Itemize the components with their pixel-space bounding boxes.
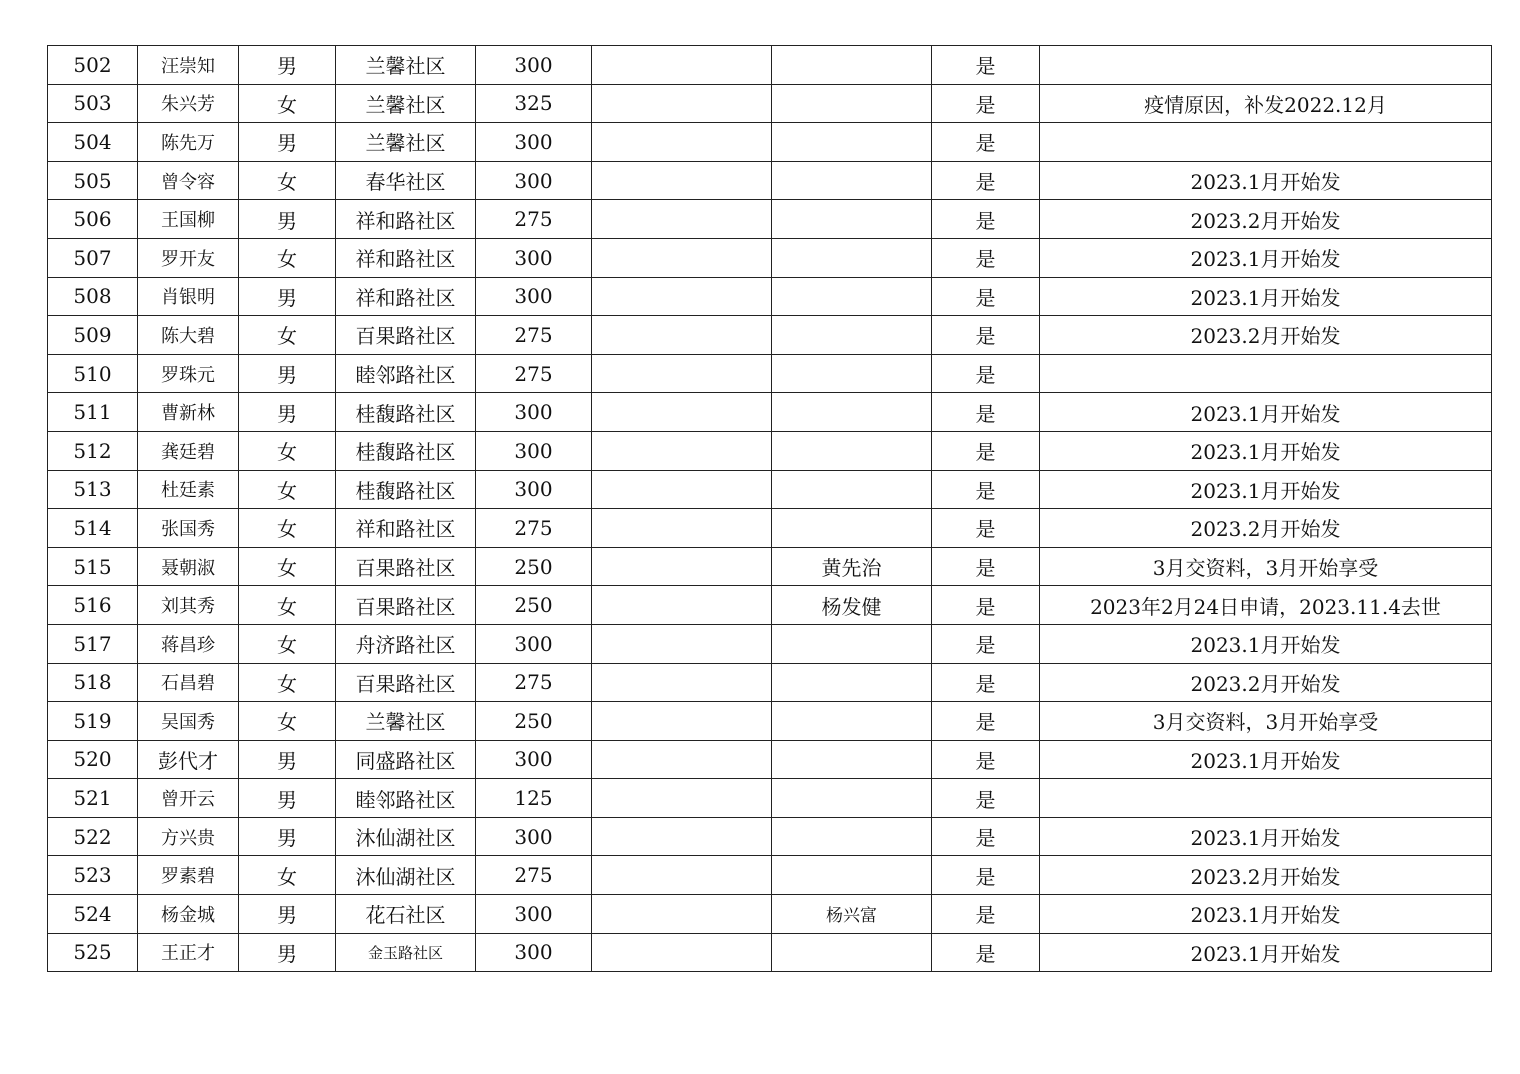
name-cell: 汪崇知 [138, 46, 239, 85]
name-cell: 石昌碧 [138, 663, 239, 702]
subsidy-table-sheet [47, 45, 1491, 972]
agent-cell [772, 470, 932, 509]
gender-cell: 女 [239, 702, 336, 741]
amount-cell: 275 [476, 316, 592, 355]
row-number-cell: 503 [48, 84, 138, 123]
name-cell: 龚廷碧 [138, 431, 239, 470]
amount-cell: 300 [476, 123, 592, 162]
row-number-cell: 524 [48, 895, 138, 934]
flag-cell: 是 [932, 702, 1040, 741]
flag-cell: 是 [932, 200, 1040, 239]
amount-cell: 275 [476, 354, 592, 393]
flag-cell: 是 [932, 895, 1040, 934]
blank-cell [592, 393, 772, 432]
flag-cell: 是 [932, 856, 1040, 895]
agent-cell [772, 702, 932, 741]
remark-cell: 2023.1月开始发 [1040, 817, 1492, 856]
agent-cell [772, 431, 932, 470]
table-row [48, 354, 1492, 393]
agent-cell [772, 856, 932, 895]
agent-cell [772, 161, 932, 200]
flag-cell: 是 [932, 84, 1040, 123]
remark-cell: 2023.1月开始发 [1040, 161, 1492, 200]
flag-cell: 是 [932, 277, 1040, 316]
agent-cell [772, 779, 932, 818]
row-number-cell: 512 [48, 431, 138, 470]
gender-cell: 女 [239, 856, 336, 895]
agent-cell [772, 740, 932, 779]
table-row [48, 161, 1492, 200]
table-body [48, 46, 1492, 972]
community-cell: 桂馥路社区 [336, 431, 476, 470]
name-cell: 曾开云 [138, 779, 239, 818]
agent-cell: 杨发健 [772, 586, 932, 625]
table-row [48, 856, 1492, 895]
amount-cell: 325 [476, 84, 592, 123]
agent-cell [772, 817, 932, 856]
agent-cell: 杨兴富 [772, 895, 932, 934]
remark-cell: 3月交资料，3月开始享受 [1040, 547, 1492, 586]
flag-cell: 是 [932, 46, 1040, 85]
community-cell: 兰馨社区 [336, 84, 476, 123]
community-cell: 百果路社区 [336, 316, 476, 355]
blank-cell [592, 277, 772, 316]
flag-cell: 是 [932, 393, 1040, 432]
amount-cell: 300 [476, 740, 592, 779]
blank-cell [592, 431, 772, 470]
community-cell: 祥和路社区 [336, 238, 476, 277]
agent-cell [772, 200, 932, 239]
agent-cell [772, 316, 932, 355]
gender-cell: 男 [239, 354, 336, 393]
flag-cell: 是 [932, 586, 1040, 625]
row-number-cell: 504 [48, 123, 138, 162]
table-row [48, 277, 1492, 316]
amount-cell: 300 [476, 431, 592, 470]
gender-cell: 女 [239, 161, 336, 200]
name-cell: 肖银明 [138, 277, 239, 316]
agent-cell [772, 393, 932, 432]
remark-cell: 2023.1月开始发 [1040, 895, 1492, 934]
row-number-cell: 515 [48, 547, 138, 586]
community-cell: 舟济路社区 [336, 624, 476, 663]
amount-cell: 125 [476, 779, 592, 818]
blank-cell [592, 238, 772, 277]
row-number-cell: 519 [48, 702, 138, 741]
amount-cell: 300 [476, 277, 592, 316]
community-cell: 春华社区 [336, 161, 476, 200]
agent-cell [772, 123, 932, 162]
remark-cell [1040, 354, 1492, 393]
gender-cell: 男 [239, 895, 336, 934]
blank-cell [592, 354, 772, 393]
row-number-cell: 509 [48, 316, 138, 355]
remark-cell: 2023.1月开始发 [1040, 238, 1492, 277]
gender-cell: 女 [239, 84, 336, 123]
table-row [48, 933, 1492, 972]
row-number-cell: 507 [48, 238, 138, 277]
amount-cell: 300 [476, 933, 592, 972]
blank-cell [592, 895, 772, 934]
flag-cell: 是 [932, 161, 1040, 200]
agent-cell [772, 624, 932, 663]
table-row [48, 817, 1492, 856]
amount-cell: 300 [476, 895, 592, 934]
flag-cell: 是 [932, 238, 1040, 277]
row-number-cell: 508 [48, 277, 138, 316]
gender-cell: 女 [239, 624, 336, 663]
name-cell: 罗开友 [138, 238, 239, 277]
blank-cell [592, 740, 772, 779]
flag-cell: 是 [932, 817, 1040, 856]
community-cell: 兰馨社区 [336, 123, 476, 162]
community-cell: 睦邻路社区 [336, 779, 476, 818]
row-number-cell: 518 [48, 663, 138, 702]
name-cell: 蒋昌珍 [138, 624, 239, 663]
row-number-cell: 514 [48, 509, 138, 548]
remark-cell: 2023.1月开始发 [1040, 740, 1492, 779]
table-row [48, 547, 1492, 586]
table-row [48, 740, 1492, 779]
gender-cell: 男 [239, 123, 336, 162]
gender-cell: 女 [239, 431, 336, 470]
blank-cell [592, 200, 772, 239]
agent-cell [772, 46, 932, 85]
name-cell: 陈先万 [138, 123, 239, 162]
community-cell: 花石社区 [336, 895, 476, 934]
table-row [48, 779, 1492, 818]
flag-cell: 是 [932, 547, 1040, 586]
table-row [48, 316, 1492, 355]
remark-cell [1040, 123, 1492, 162]
gender-cell: 女 [239, 663, 336, 702]
row-number-cell: 516 [48, 586, 138, 625]
table-row [48, 624, 1492, 663]
gender-cell: 女 [239, 509, 336, 548]
agent-cell: 黄先治 [772, 547, 932, 586]
community-cell: 沐仙湖社区 [336, 817, 476, 856]
gender-cell: 男 [239, 817, 336, 856]
table-row [48, 702, 1492, 741]
name-cell: 彭代才 [138, 740, 239, 779]
gender-cell: 女 [239, 586, 336, 625]
agent-cell [772, 238, 932, 277]
table-row [48, 238, 1492, 277]
row-number-cell: 511 [48, 393, 138, 432]
name-cell: 刘其秀 [138, 586, 239, 625]
table-row [48, 895, 1492, 934]
blank-cell [592, 933, 772, 972]
amount-cell: 300 [476, 470, 592, 509]
row-number-cell: 522 [48, 817, 138, 856]
remark-cell: 2023.1月开始发 [1040, 277, 1492, 316]
table-row [48, 123, 1492, 162]
table-row [48, 663, 1492, 702]
community-cell: 兰馨社区 [336, 702, 476, 741]
table-row [48, 84, 1492, 123]
agent-cell [772, 663, 932, 702]
community-cell: 百果路社区 [336, 586, 476, 625]
remark-cell: 3月交资料，3月开始享受 [1040, 702, 1492, 741]
name-cell: 杨金城 [138, 895, 239, 934]
gender-cell: 女 [239, 316, 336, 355]
name-cell: 杜廷素 [138, 470, 239, 509]
gender-cell: 男 [239, 740, 336, 779]
remark-cell: 2023.2月开始发 [1040, 856, 1492, 895]
name-cell: 王正才 [138, 933, 239, 972]
table-row [48, 509, 1492, 548]
flag-cell: 是 [932, 663, 1040, 702]
remark-cell: 2023.2月开始发 [1040, 316, 1492, 355]
remark-cell: 2023.2月开始发 [1040, 200, 1492, 239]
amount-cell: 300 [476, 817, 592, 856]
amount-cell: 300 [476, 238, 592, 277]
agent-cell [772, 84, 932, 123]
blank-cell [592, 161, 772, 200]
gender-cell: 男 [239, 933, 336, 972]
amount-cell: 275 [476, 856, 592, 895]
flag-cell: 是 [932, 316, 1040, 355]
gender-cell: 男 [239, 200, 336, 239]
blank-cell [592, 84, 772, 123]
amount-cell: 275 [476, 509, 592, 548]
amount-cell: 300 [476, 393, 592, 432]
table-row [48, 200, 1492, 239]
table-row [48, 586, 1492, 625]
table-row [48, 46, 1492, 85]
name-cell: 张国秀 [138, 509, 239, 548]
amount-cell: 300 [476, 624, 592, 663]
flag-cell: 是 [932, 624, 1040, 663]
name-cell: 罗素碧 [138, 856, 239, 895]
amount-cell: 300 [476, 46, 592, 85]
remark-cell: 2023.2月开始发 [1040, 663, 1492, 702]
row-number-cell: 517 [48, 624, 138, 663]
flag-cell: 是 [932, 933, 1040, 972]
blank-cell [592, 123, 772, 162]
community-cell: 祥和路社区 [336, 277, 476, 316]
name-cell: 方兴贵 [138, 817, 239, 856]
subsidy-table [47, 45, 1492, 972]
community-cell: 桂馥路社区 [336, 470, 476, 509]
amount-cell: 300 [476, 161, 592, 200]
remark-cell: 2023年2月24日申请，2023.11.4去世 [1040, 586, 1492, 625]
name-cell: 陈大碧 [138, 316, 239, 355]
flag-cell: 是 [932, 354, 1040, 393]
table-row [48, 431, 1492, 470]
gender-cell: 男 [239, 393, 336, 432]
blank-cell [592, 46, 772, 85]
row-number-cell: 521 [48, 779, 138, 818]
remark-cell: 2023.2月开始发 [1040, 509, 1492, 548]
remark-cell: 疫情原因，补发2022.12月 [1040, 84, 1492, 123]
gender-cell: 女 [239, 470, 336, 509]
blank-cell [592, 624, 772, 663]
blank-cell [592, 547, 772, 586]
community-cell: 百果路社区 [336, 663, 476, 702]
remark-cell [1040, 46, 1492, 85]
flag-cell: 是 [932, 779, 1040, 818]
community-cell: 祥和路社区 [336, 200, 476, 239]
blank-cell [592, 702, 772, 741]
name-cell: 曹新林 [138, 393, 239, 432]
gender-cell: 女 [239, 238, 336, 277]
community-cell: 百果路社区 [336, 547, 476, 586]
amount-cell: 275 [476, 200, 592, 239]
blank-cell [592, 509, 772, 548]
amount-cell: 250 [476, 702, 592, 741]
blank-cell [592, 856, 772, 895]
row-number-cell: 513 [48, 470, 138, 509]
blank-cell [592, 663, 772, 702]
community-cell: 祥和路社区 [336, 509, 476, 548]
gender-cell: 男 [239, 46, 336, 85]
community-cell: 睦邻路社区 [336, 354, 476, 393]
amount-cell: 275 [476, 663, 592, 702]
row-number-cell: 510 [48, 354, 138, 393]
name-cell: 王国柳 [138, 200, 239, 239]
community-cell: 沐仙湖社区 [336, 856, 476, 895]
name-cell: 罗珠元 [138, 354, 239, 393]
community-cell: 兰馨社区 [336, 46, 476, 85]
remark-cell [1040, 779, 1492, 818]
row-number-cell: 523 [48, 856, 138, 895]
flag-cell: 是 [932, 470, 1040, 509]
row-number-cell: 502 [48, 46, 138, 85]
table-row [48, 393, 1492, 432]
row-number-cell: 505 [48, 161, 138, 200]
remark-cell: 2023.1月开始发 [1040, 393, 1492, 432]
blank-cell [592, 779, 772, 818]
name-cell: 聂朝淑 [138, 547, 239, 586]
flag-cell: 是 [932, 740, 1040, 779]
flag-cell: 是 [932, 431, 1040, 470]
amount-cell: 250 [476, 586, 592, 625]
amount-cell: 250 [476, 547, 592, 586]
agent-cell [772, 277, 932, 316]
name-cell: 曾令容 [138, 161, 239, 200]
blank-cell [592, 817, 772, 856]
name-cell: 朱兴芳 [138, 84, 239, 123]
community-cell: 金玉路社区 [336, 933, 476, 972]
flag-cell: 是 [932, 123, 1040, 162]
row-number-cell: 520 [48, 740, 138, 779]
remark-cell: 2023.1月开始发 [1040, 431, 1492, 470]
community-cell: 同盛路社区 [336, 740, 476, 779]
gender-cell: 男 [239, 779, 336, 818]
gender-cell: 女 [239, 547, 336, 586]
name-cell: 吴国秀 [138, 702, 239, 741]
table-row [48, 470, 1492, 509]
row-number-cell: 506 [48, 200, 138, 239]
row-number-cell: 525 [48, 933, 138, 972]
flag-cell: 是 [932, 509, 1040, 548]
blank-cell [592, 586, 772, 625]
agent-cell [772, 933, 932, 972]
remark-cell: 2023.1月开始发 [1040, 624, 1492, 663]
gender-cell: 男 [239, 277, 336, 316]
blank-cell [592, 470, 772, 509]
agent-cell [772, 354, 932, 393]
community-cell: 桂馥路社区 [336, 393, 476, 432]
agent-cell [772, 509, 932, 548]
remark-cell: 2023.1月开始发 [1040, 470, 1492, 509]
remark-cell: 2023.1月开始发 [1040, 933, 1492, 972]
blank-cell [592, 316, 772, 355]
